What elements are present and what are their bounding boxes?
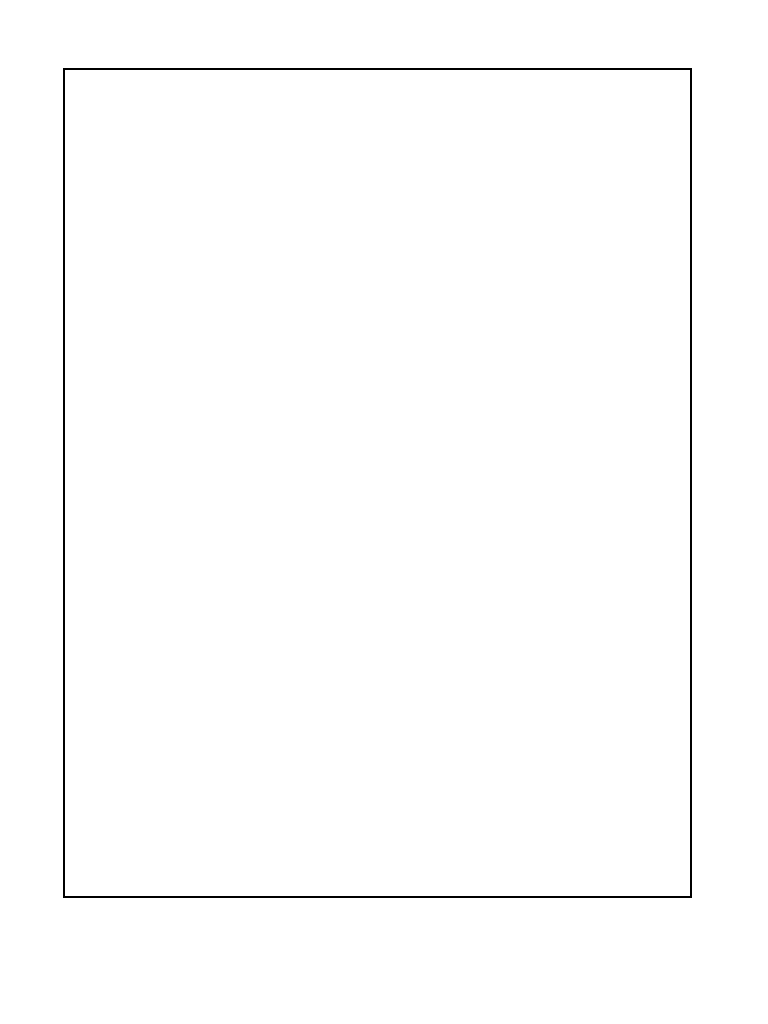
row-divider [63, 68, 692, 70]
column-divider [690, 68, 692, 898]
row-divider [63, 896, 692, 898]
questionnaire-table [63, 68, 692, 898]
column-divider [63, 68, 65, 898]
